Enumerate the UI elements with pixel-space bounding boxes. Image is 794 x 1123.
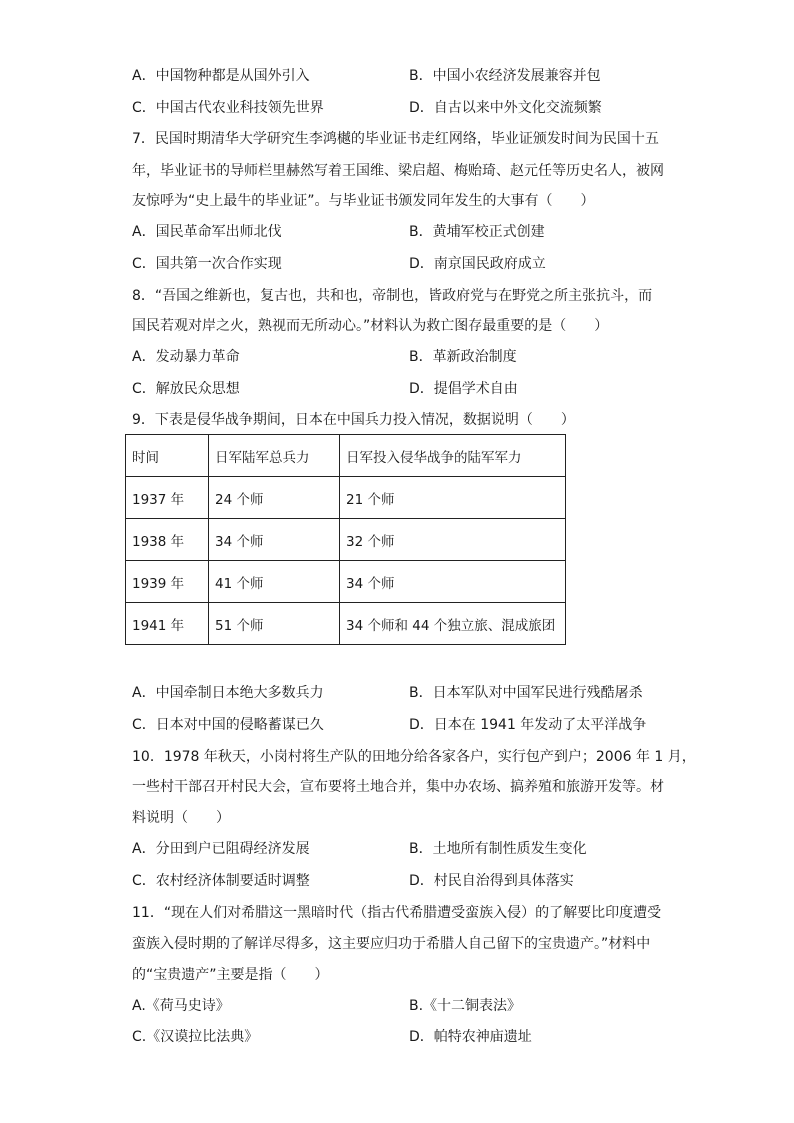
q7-option-a: A．国民革命军出师北伐 xyxy=(132,224,282,240)
q8-option-b: B．革新政治制度 xyxy=(409,349,517,365)
table-cell: 1937 年 xyxy=(126,477,209,519)
q7-stem-line-1: 7．民国时期清华大学研究生李鸿樾的毕业证书走红网络，毕业证颁发时间为民国十五 xyxy=(132,131,659,147)
q7-stem-line-3: 友惊呼为“史上最牛的毕业证”。与毕业证书颁发同年发生的大事有（ ） xyxy=(132,193,595,209)
table-cell: 32 个师 xyxy=(340,519,566,561)
table-header-cell: 日军陆军总兵力 xyxy=(209,435,340,477)
table-row xyxy=(126,519,566,561)
table-cell: 24 个师 xyxy=(209,477,340,519)
q11-option-d: D．帕特农神庙遗址 xyxy=(409,1029,532,1045)
q8-stem-line-2: 国民若观对岸之火，熟视而无所动心。”材料认为救亡图存最重要的是（ ） xyxy=(132,318,609,334)
q10-option-b: B．土地所有制性质发生变化 xyxy=(409,841,587,857)
q11-stem-line-1: 11．“现在人们对希腊这一黑暗时代（指古代希腊遭受蛮族入侵）的了解要比印度遭受 xyxy=(132,905,662,921)
q7-option-d: D．南京国民政府成立 xyxy=(409,256,546,272)
q10-option-c: C．农村经济体制要适时调整 xyxy=(132,873,310,889)
q7-stem-line-2: 年，毕业证书的导师栏里赫然写着王国维、梁启超、梅贻琦、赵元任等历史名人，被网 xyxy=(132,163,664,179)
table-row xyxy=(126,603,566,645)
q9-option-a: A．中国牵制日本绝大多数兵力 xyxy=(132,685,324,701)
q10-stem-line-1: 10．1978 年秋天，小岗村将生产队的田地分给各家各户，实行包产到户；2006 年 1 月， xyxy=(132,749,696,765)
q6-option-b: B．中国小农经济发展兼容并包 xyxy=(409,68,601,84)
table-cell: 1938 年 xyxy=(126,519,209,561)
q6-option-d: D．自古以来中外文化交流频繁 xyxy=(409,100,602,116)
q9-option-b: B．日本军队对中国军民进行残酷屠杀 xyxy=(409,685,643,701)
q6-option-c: C．中国古代农业科技领先世界 xyxy=(132,100,324,116)
table-cell: 34 个师 xyxy=(340,561,566,603)
q8-option-d: D．提倡学术自由 xyxy=(409,381,518,397)
q11-stem-line-3: 的“宝贵遗产”主要是指（ ） xyxy=(132,967,329,983)
q9-option-d: D．日本在 1941 年发动了太平洋战争 xyxy=(409,717,647,733)
q10-stem-line-3: 料说明（ ） xyxy=(132,810,230,826)
q11-option-c: C.《汉谟拉比法典》 xyxy=(132,1029,259,1045)
q10-option-d: D．村民自治得到具体落实 xyxy=(409,873,574,889)
q6-option-a: A．中国物种都是从国外引入 xyxy=(132,68,310,84)
q8-stem-line-1: 8．“吾国之维新也，复古也，共和也，帝制也，皆政府党与在野党之所主张抗斗，而 xyxy=(132,288,653,304)
q10-option-a: A．分田到户已阻碍经济发展 xyxy=(132,841,310,857)
table-cell: 41 个师 xyxy=(209,561,340,603)
table-cell: 34 个师 xyxy=(209,519,340,561)
table-cell: 1941 年 xyxy=(126,603,209,645)
table-header-cell: 日军投入侵华战争的陆军军力 xyxy=(340,435,566,477)
q11-option-b: B.《十二铜表法》 xyxy=(409,998,522,1014)
table-cell: 51 个师 xyxy=(209,603,340,645)
table-row xyxy=(126,477,566,519)
q11-option-a: A.《荷马史诗》 xyxy=(132,998,230,1014)
q9-stem: 9．下表是侵华战争期间，日本在中国兵力投入情况，数据说明（ ） xyxy=(132,412,575,428)
table-cell: 1939 年 xyxy=(126,561,209,603)
troop-table xyxy=(125,434,566,645)
table-header-row xyxy=(126,435,566,477)
q7-option-c: C．国共第一次合作实现 xyxy=(132,256,282,272)
q8-option-c: C．解放民众思想 xyxy=(132,381,240,397)
table-cell: 21 个师 xyxy=(340,477,566,519)
q11-stem-line-2: 蛮族入侵时期的了解详尽得多，这主要应归功于希腊人自己留下的宝贵遗产。”材料中 xyxy=(132,936,651,952)
q8-option-a: A．发动暴力革命 xyxy=(132,349,240,365)
q9-option-c: C．日本对中国的侵略蓄谋已久 xyxy=(132,717,324,733)
table-cell: 34 个师和 44 个独立旅、混成旅团 xyxy=(340,603,566,645)
table-header-cell: 时间 xyxy=(126,435,209,477)
q7-option-b: B．黄埔军校正式创建 xyxy=(409,224,545,240)
q10-stem-line-2: 一些村干部召开村民大会，宣布要将土地合并，集中办农场、搞养殖和旅游开发等。材 xyxy=(132,779,664,795)
table-row xyxy=(126,561,566,603)
